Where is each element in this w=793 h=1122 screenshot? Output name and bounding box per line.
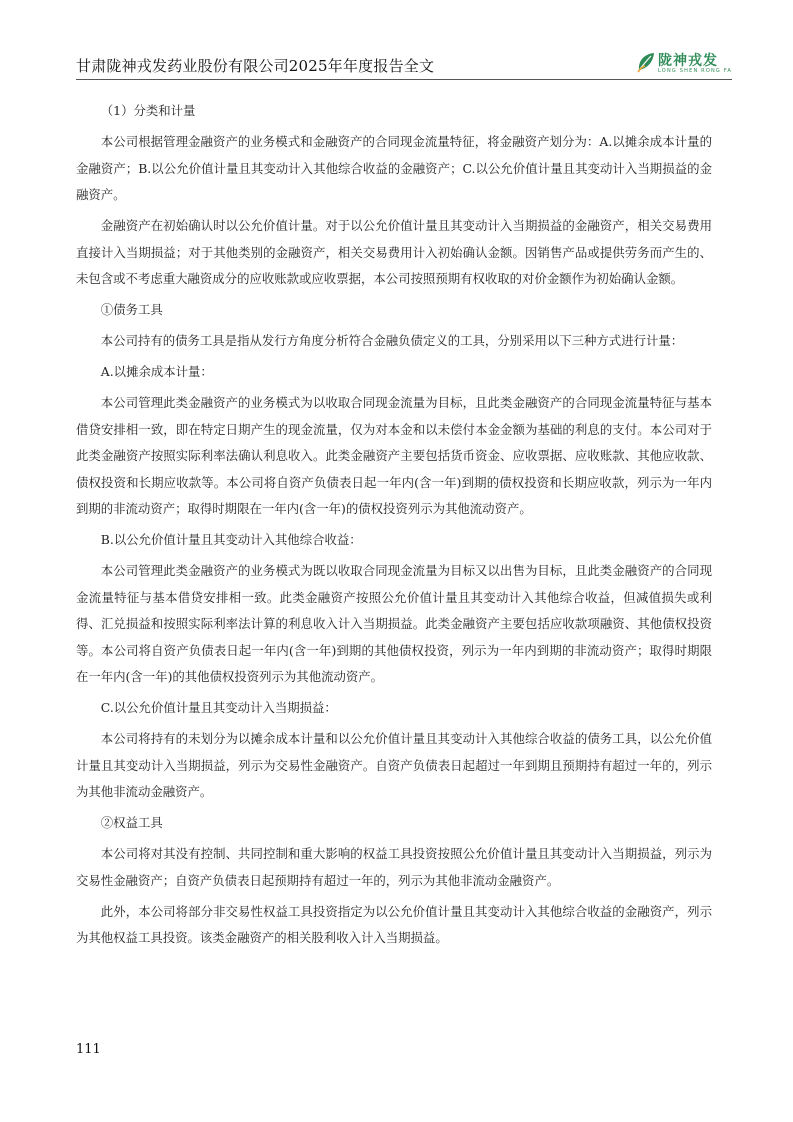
- logo-english-name: LONG SHEN RONG FA: [658, 68, 733, 74]
- subsection-heading: ①债务工具: [100, 302, 163, 317]
- leaf-logo-icon: [636, 51, 656, 73]
- item-heading: B.以公允价值计量且其变动计入其他综合收益：: [100, 532, 362, 547]
- document-body: [76, 98, 712, 956]
- header-divider: [76, 79, 732, 80]
- paragraph: 此外，本公司将部分非交易性权益工具投资指定为以公允价值计量且其变动计入其他综合收益的金融资产，列示为其他权益工具投资。该类金融资产的相关股利收入计入当期损益。: [76, 903, 712, 945]
- page-header: [76, 46, 732, 78]
- paragraph: 金融资产在初始确认时以公允价值计量。对于以公允价值计量且其变动计入当期损益的金融资产，相关交易费用直接计入当期损益；对于其他类别的金融资产，相关交易费用计入初始确认金额。因销售产品或提供劳务而产生的、未包含或不考虑重大融资成分的应收账款或应收票据，本公司按照预期有权收取的对价金额作为初始确认金额。: [76, 218, 712, 286]
- paragraph: 本公司管理此类金融资产的业务模式为以收取合同现金流量为目标，且此类金融资产的合同现金流量特征与基本借贷安排相一致，即在特定日期产生的现金流量，仅为对本金和以未偿付本金金额为基础的利息的支付。本公司对于此类金融资产按照实际利率法确认利息收入。此类金融资产主要包括货币资金、应收票据、应收账款、其他应收款、债权投资和长期应收款等。本公司将自资产负债表日起一年内(含一年)到期的债权投资和长期应收款，列示为一年内到期的非流动资产；取得时期限在一年内(含一年)的债权投资列示为其他流动资产。: [76, 395, 712, 516]
- report-title: 甘肃陇神戎发药业股份有限公司2025年年度报告全文: [76, 57, 435, 75]
- paragraph: 本公司将持有的未划分为以摊余成本计量和以公允价值计量且其变动计入其他综合收益的债务工具，以公允价值计量且其变动计入当期损益，列示为交易性金融资产。自资产负债表日起超过一年到期且预期持有超过一年的，列示为其他非流动金融资产。: [76, 731, 712, 799]
- paragraph: 本公司将对其没有控制、共同控制和重大影响的权益工具投资按照公允价值计量且其变动计入当期损益，列示为交易性金融资产；自资产负债表日起预期持有超过一年的，列示为其他非流动金融资产。: [76, 846, 712, 888]
- paragraph: 本公司持有的债务工具是指从发行方角度分析符合金融负债定义的工具，分别采用以下三种方式进行计量：: [100, 333, 684, 348]
- page-number: 111: [76, 1042, 101, 1057]
- company-logo: [636, 50, 732, 76]
- paragraph: 本公司管理此类金融资产的业务模式为既以收取合同现金流量为目标又以出售为目标，且此类金融资产的合同现金流量特征与基本借贷安排相一致。此类金融资产按照公允价值计量且其变动计入其他综合收益，但减值损失或利得、汇兑损益和按照实际利率法计算的利息收入计入当期损益。此类金融资产主要包括应收款项融资、其他债权投资等。本公司将自资产负债表日起一年内(含一年)到期的其他债权投资，列示为一年内到期的非流动资产；取得时期限在一年内(含一年)的其他债权投资列示为其他流动资产。: [76, 563, 712, 684]
- section-heading: （1）分类和计量: [100, 103, 196, 118]
- item-heading: A.以摊余成本计量：: [100, 364, 213, 379]
- paragraph: 本公司根据管理金融资产的业务模式和金融资产的合同现金流量特征，将金融资产划分为：A.以摊余成本计量的金融资产；B.以公允价值计量且其变动计入其他综合收益的金融资产；C.以公允价值计量且其变动计入当期损益的金融资产。: [76, 134, 712, 202]
- logo-chinese-name: 陇神戎发: [658, 53, 718, 69]
- subsection-heading: ②权益工具: [100, 815, 163, 830]
- item-heading: C.以公允价值计量且其变动计入当期损益：: [100, 700, 337, 715]
